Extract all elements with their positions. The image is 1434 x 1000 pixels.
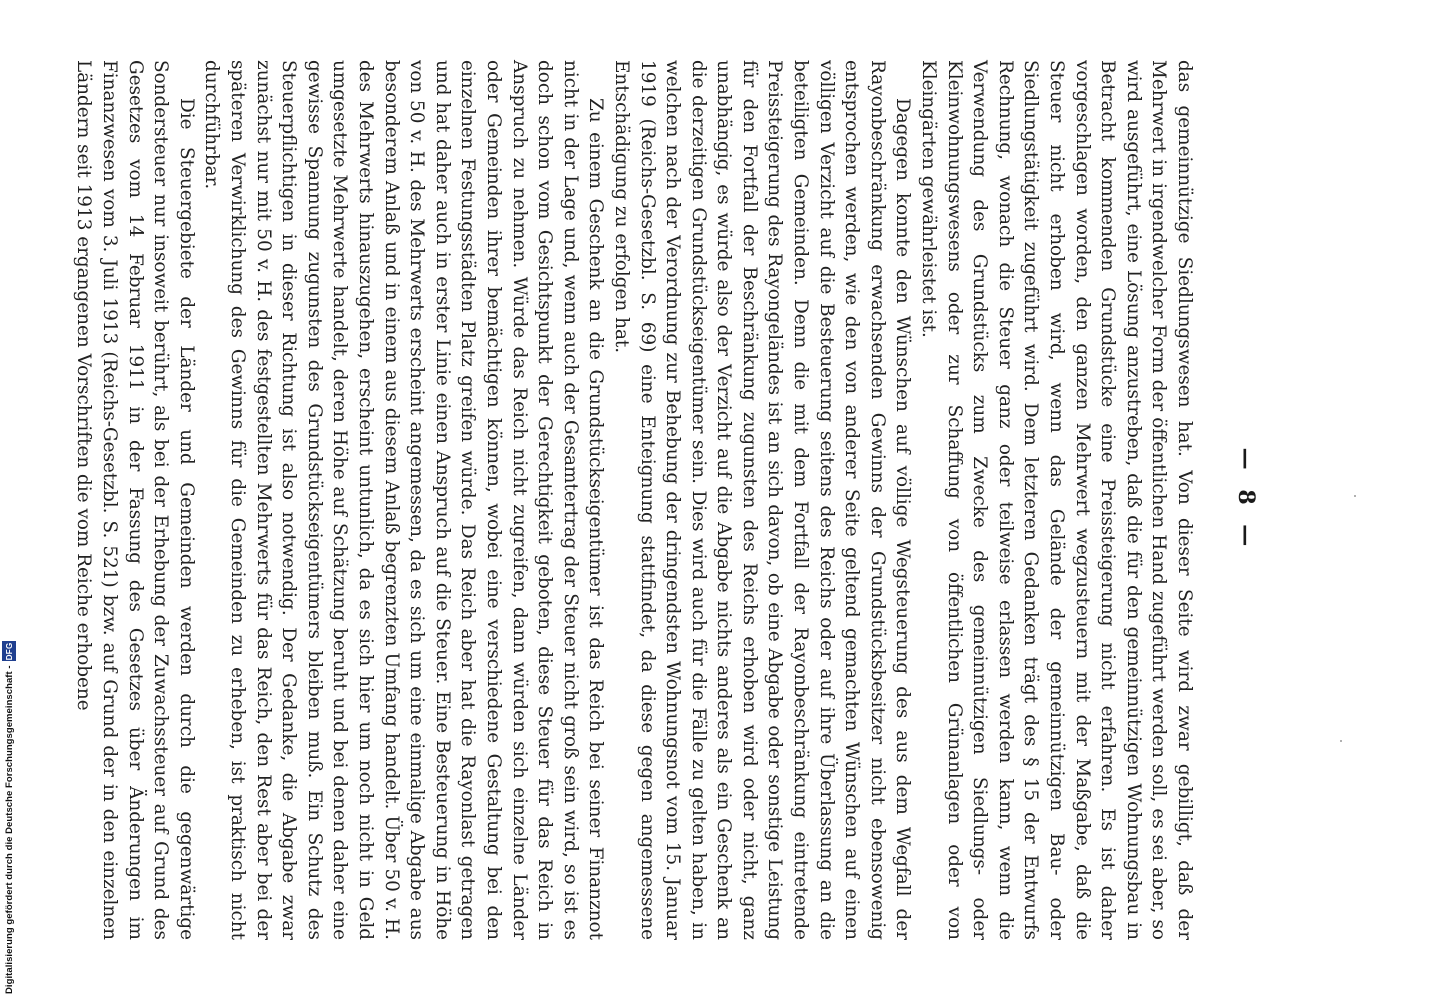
paragraph-3: Zu einem Geschenk an die Grundstückseigentümer ist das Reich bei seiner Finanznot nicht in der Lage und, wenn auch der Gesamtertrag der Steuer nicht groß sein wird, so ist es doch schon vom Gesichtspunkt der Gerechtigkeit geboten, diese Steuer für das Reich in Anspruch zu nehmen. Würde das Reich nicht zugreifen, dann würden sich einzelne Länder oder Gemeinden ihrer bemächtigen können, wobei eine verschiedene Gestaltung bei den einzelnen Festungsstädten Platz greifen würde. Das Reich aber hat die Rayonlast getragen und hat daher auch in erster Linie einen Anspruch auf die Steuer. Eine Besteuerung in Höhe von 50 v. H. des Mehrwerts erscheint angemessen, da es sich um eine einmalige Abgabe aus besonderem Anlaß und in einem aus diesem Anlaß begrenzten Umfang handelt. Über 50 v. H. des Mehrwerts hinauszugehen, erscheint untunlich, da es sich hier um noch nicht in Geld umgesetzte Mehrwerte handelt, deren Höhe auf Schätzung beruht und bei denen daher eine gewisse Spannung zugunsten des Grundstückseigentümers bleiben muß. Ein Schutz des Steuerpflichtigen in dieser Richtung ist also notwendig. Der Gedanke, die Abgabe zwar zunächst nur mit 50 v. H. des festgestellten Mehrwerts für das Reich, den Rest aber bei der späteren Verwirklichung des Gewinns für die Gemeinden zu erheben, ist praktisch nicht durchführbar.: [201, 60, 607, 940]
page-number: — 8 —: [1233, 447, 1259, 553]
dfg-credit: [1, 602, 17, 994]
dfg-credit-text: Digitalisierung gefördert durch die Deutsche Forschungsgemeinschaft -: [3, 665, 15, 994]
dfg-logo-icon[interactable]: DFG: [2, 641, 16, 661]
paragraph-2: Dagegen konnte den Wünschen auf völlige Wegsteuerung des aus dem Wegfall der Rayonbeschränkung erwachsenden Gewinns der Grundstücksbesitzer nicht ebensowenig entsprochen werden, wie den von anderer Seite geltend gemachten Wünschen auf einen völligen Verzicht auf die Besteuerung seitens des Reichs oder auf ihre Überlassung an die beteiligten Gemeinden. Denn die mit dem Fortfall der Rayonbeschränkung eintretende Preissteigerung des Rayongeländes ist an sich davon, ob eine Abgabe oder sonstige Leistung für den Fortfall der Beschränkung zugunsten des Reichs erhoben wird oder nicht, ganz unabhängig, es würde also der Verzicht auf die Abgabe nichts anderes als ein Geschenk an die derzeitigen Grundstückseigentümer sein. Dies wird auch für die Fälle zu gelten haben, in welchen nach der Verordnung zur Behebung der dringendsten Wohnungsnot vom 15. Januar 1919 (Reichs-Gesetzbl. S. 69) eine Enteignung stattfindet, da diese gegen angemessene Entschädigung zu erfolgen hat.: [610, 60, 914, 940]
document-body: [73, 60, 1197, 940]
paragraph-4: Die Steuergebiete der Länder und Gemeinden werden durch die gegenwärtige Sondersteuer nur insoweit berührt, als bei der Erhebung der Zuwachssteuer auf Grund des Gesetzes vom 14 Februar 1911 in der Fassung des Gesetzes über Änderungen im Finanzwesen vom 3. Juli 1913 (Reichs-Gesetzbl. S. 521) bzw. auf Grund der in den einzelnen Ländern seit 1913 ergangenen Vorschriften die vom Reiche erhobene: [73, 60, 197, 940]
rotated-page-content: [73, 60, 1287, 940]
paragraph-1: das gemeinnützige Siedlungswesen hat. Von dieser Seite wird zwar gebilligt, daß der Mehrwert in irgendwelcher Form der öffentlichen Hand zugeführt werden soll, es sei aber, so wird ausgeführt, eine Lösung anzustreben, daß die für den gemeinnützigen Wohnungsbau in Betracht kommenden Grundstücke eine Preissteigerung nicht erfahren. Es ist daher vorgeschlagen worden, den ganzen Mehrwert wegzusteuern mit der Maßgabe, daß die Steuer nicht erhoben wird, wenn das Gelände der gemeinnützigen Bau- oder Siedlungstätigkeit zugeführt wird. Dem letzteren Gedanken trägt des § 15 der Entwurfs Rechnung, wonach die Steuer ganz oder teilweise erlassen werden kann, wenn die Verwendung des Grundstücks zum Zwecke des gemeinnützigen Siedlungs- oder Kleinwohnungswesens oder zur Schaffung von öffentlichen Grünanlagen oder von Kleingärten gewährleistet ist.: [918, 60, 1195, 940]
scan-speck: [1354, 495, 1356, 497]
scan-speck: [1340, 740, 1342, 742]
